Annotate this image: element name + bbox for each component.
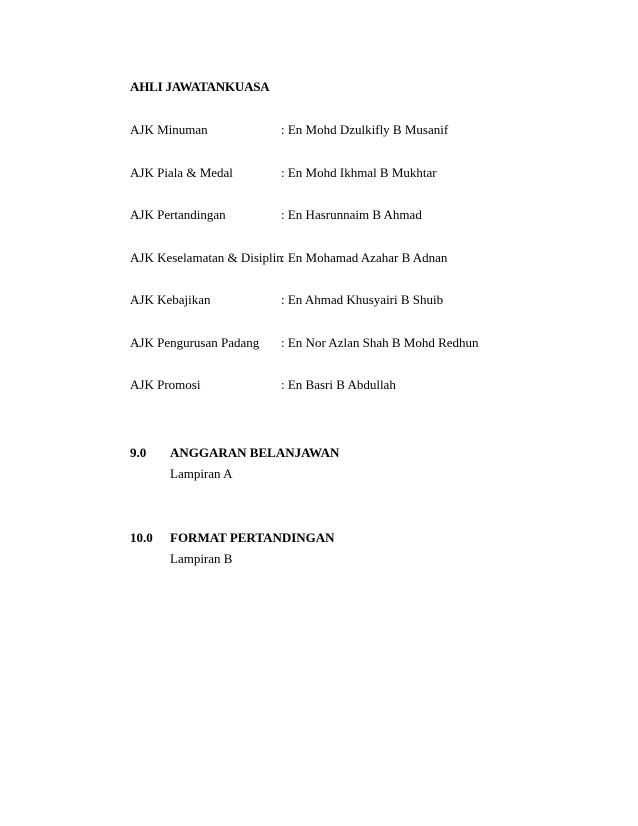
section-title: FORMAT PERTANDINGAN <box>170 530 335 545</box>
section-number: 9.0 <box>130 445 147 460</box>
committee-role: AJK Keselamatan & Disiplin <box>130 250 283 265</box>
committee-member: : En Mohamad Azahar B Adnan <box>281 250 448 265</box>
committee-role: AJK Piala & Medal <box>130 165 233 180</box>
committee-role: AJK Minuman <box>130 122 208 137</box>
committee-member: : En Mohd Ikhmal B Mukhtar <box>281 165 437 180</box>
committee-role: AJK Pertandingan <box>130 207 226 222</box>
committee-role: AJK Kebajikan <box>130 292 211 307</box>
committee-member: : En Mohd Dzulkifly B Musanif <box>281 122 449 137</box>
committee-member: : En Hasrunnaim B Ahmad <box>281 207 422 222</box>
section-attachment: Lampiran B <box>170 551 233 566</box>
section-number: 10.0 <box>130 530 153 545</box>
committee-member: : En Ahmad Khusyairi B Shuib <box>281 292 444 307</box>
section-title: ANGGARAN BELANJAWAN <box>170 445 340 460</box>
committee-role: AJK Pengurusan Padang <box>130 335 260 350</box>
committee-role: AJK Promosi <box>130 377 201 392</box>
section-attachment: Lampiran A <box>170 466 233 481</box>
committee-member: : En Nor Azlan Shah B Mohd Redhun <box>281 335 479 350</box>
committee-heading: AHLI JAWATANKUASA <box>130 79 270 94</box>
committee-member: : En Basri B Abdullah <box>281 377 396 392</box>
